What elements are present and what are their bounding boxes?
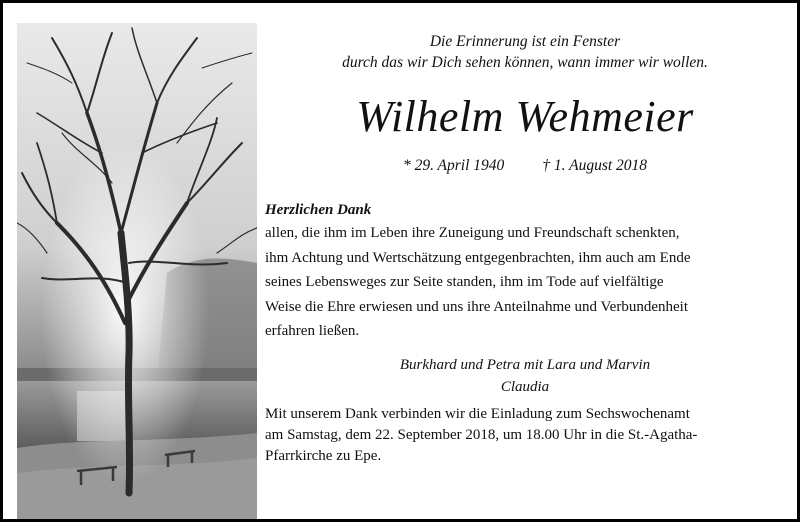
invitation-line: am Samstag, dem 22. September 2018, um 18.00 Uhr in die St.-Agatha- [265, 426, 698, 443]
thanks-text [265, 221, 785, 344]
tree-by-lake-photo [17, 23, 257, 519]
invitation-line: Pfarrkirche zu Epe. [265, 447, 382, 464]
thanks-line: seines Lebensweges zur Seite standen, ihm im Tode auf vielfältige [265, 274, 664, 290]
thanks-heading: Herzlichen Dank [265, 202, 372, 218]
memorial-quote [265, 31, 785, 73]
quote-line: durch das wir Dich sehen können, wann immer wir wollen. [342, 54, 708, 71]
family-signatures [265, 354, 785, 398]
deceased-name: Wilhelm Wehmeier [356, 92, 694, 141]
life-dates [265, 157, 785, 175]
thanks-line: ihm Achtung und Wertschätzung entgegenbrachten, ihm auch am Ende [265, 249, 691, 266]
thanks-line: Weise die Ehre erwiesen und uns ihre Anteilnahme und Verbundenheit [265, 298, 688, 315]
death-date: † 1. August 2018 [542, 157, 648, 174]
signature-line: Claudia [500, 378, 550, 395]
thanks-line: allen, die ihm im Leben ihre Zuneigung und Freundschaft schenkten, [265, 225, 680, 241]
obituary-text [265, 31, 785, 467]
signature-line: Burkhard und Petra mit Lara und Marvin [399, 356, 651, 373]
service-invitation [265, 404, 785, 467]
quote-line: Die Erinnerung ist ein Fenster [429, 33, 621, 50]
birth-date: * 29. April 1940 [402, 157, 505, 174]
invitation-line: Mit unserem Dank verbinden wir die Einladung zum Sechswochenamt [265, 405, 690, 422]
thanks-line: erfahren ließen. [265, 323, 360, 339]
